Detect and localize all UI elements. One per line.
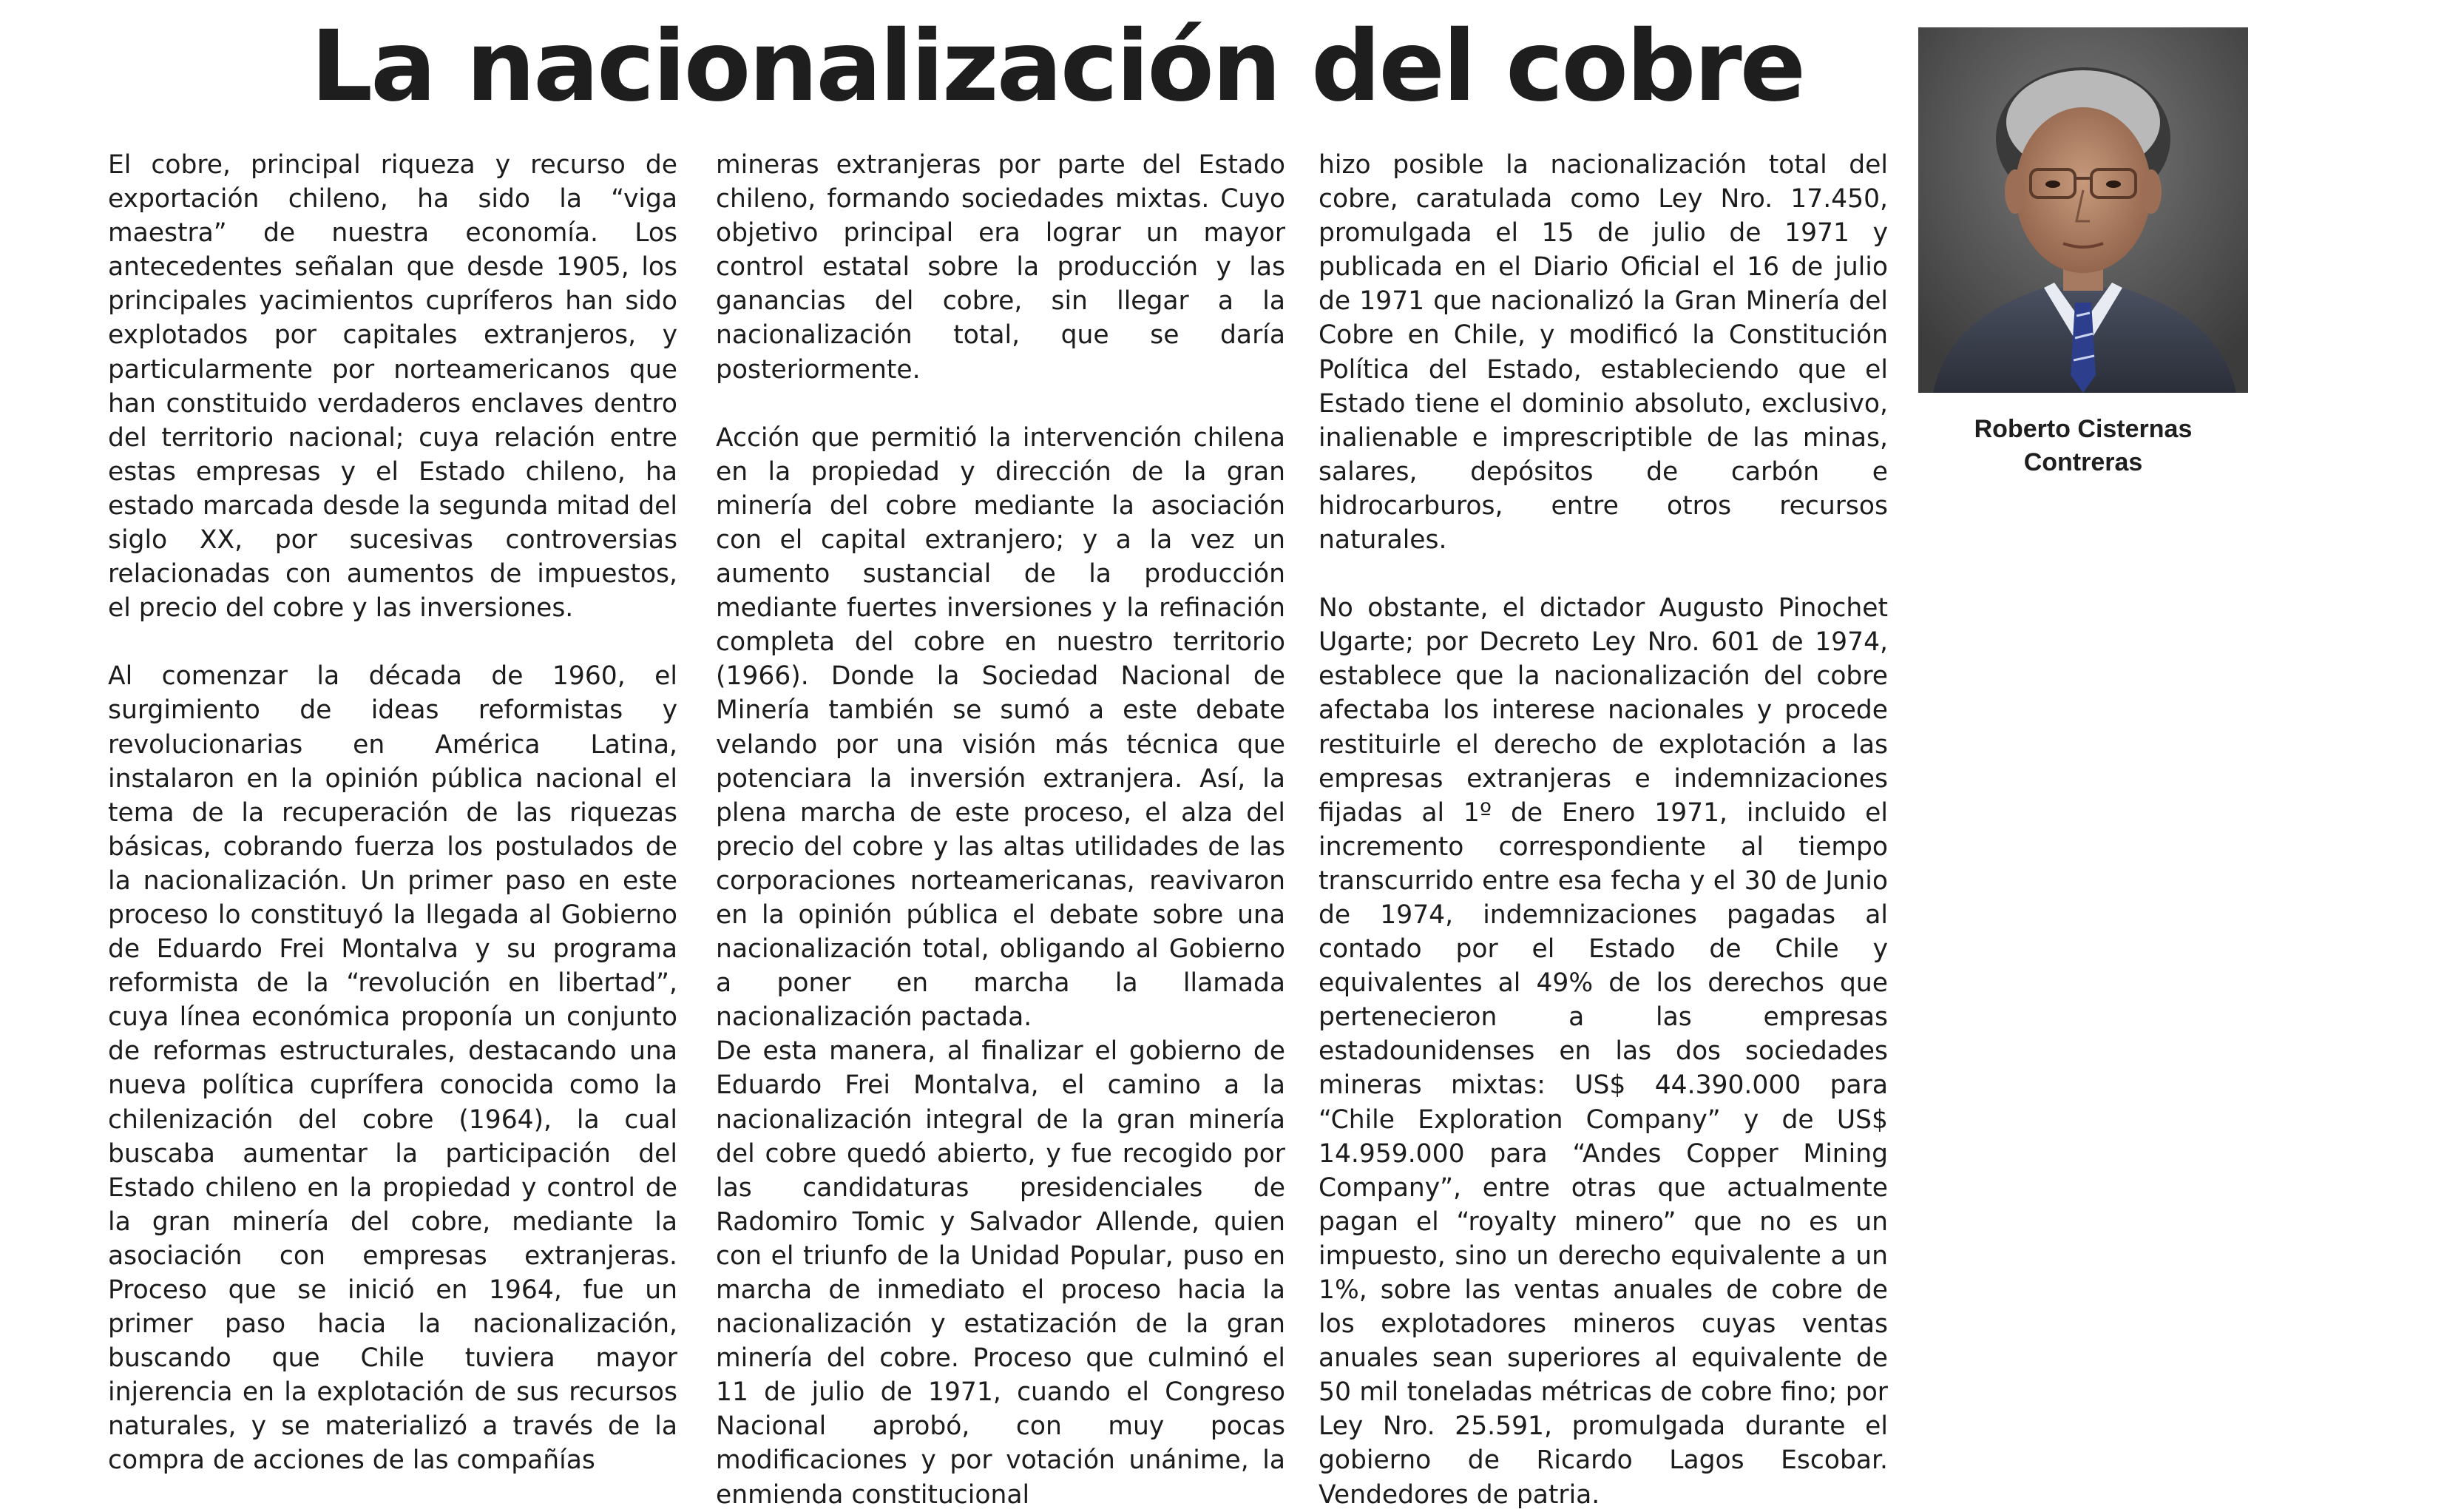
paragraph: Acción que permitió la intervención chilena en la propiedad y dirección de la gran minería del cobre mediante la asociación con el capital extranjero; y a la vez un aumento sustancial de la producción mediante fuertes inversiones y la refinación completa del cobre en nuestro territorio (1966). Donde la Sociedad Nacional de Minería también se sumó a este debate velando por una visión más técnica que potenciara la inversión extranjera. Así, la plena marcha de este proceso, el alza del precio del cobre y las altas utilidades de las corporaciones norteamericanas, reavivaron en la opinión pública el debate sobre una nacionalización total, obligando al Gobierno a poner en marcha la llamada nacionalización pactada. xyxy=(716,422,1285,1033)
paragraph: El cobre, principal riqueza y recurso de exportación chileno, ha sido la “viga maestra” de nuestra economía. Los antecedentes señalan que desde 1905, los principales yacimientos cupríferos han sido explotados por capitales extranjeros, y particularmente por norteamericanos que han constituido verdaderos enclaves dentro del territorio nacional; cuya relación entre estas empresas y el Estado chileno, ha estado marcada desde la segunda mitad del siglo XX, por sucesivas controversias relacionadas con aumentos de impuestos, el precio del cobre y las inversiones. xyxy=(108,150,677,624)
article-column-3 xyxy=(1319,148,1888,1512)
author-name-line-1: Roberto Cisternas xyxy=(1974,415,2193,443)
article-column-2 xyxy=(716,148,1285,1512)
article-title: La nacionalización del cobre xyxy=(311,10,1804,124)
paragraph: mineras extranjeras por parte del Estado chileno, formando sociedades mixtas. Cuyo objetivo principal era lograr un mayor control estatal sobre la producción y las ganancias del cobre, sin llegar a la nacionalización total, que se daría posteriormente. xyxy=(716,150,1285,385)
paragraph: Al comenzar la década de 1960, el surgimiento de ideas reformistas y revolucionarias en América Latina, instalaron en la opinión pública nacional el tema de la recuperación de las riquezas básicas, cobrando fuerza los postulados de la nacionalización. Un primer paso en este proceso lo constituyó la llegada al Gobierno de Eduardo Frei Montalva y su programa reformista de la “revolución en libertad”, cuya línea económica proponía un conjunto de reformas estructurales, destacando una nueva política cuprífera conocida como la chilenización del cobre (1964), la cual buscaba aumentar la participación del Estado chileno en la propiedad y control de la gran minería del cobre, mediante la asociación con empresas extranjeras. Proceso que se inició en 1964, fue un primer paso hacia la nacionalización, buscando que Chile tuviera mayor injerencia en la explotación de sus recursos naturales, y se materializó a través de la compra de acciones de las compañías xyxy=(108,661,677,1476)
author-name-line-2: Contreras xyxy=(2023,448,2143,476)
paragraph: No obstante, el dictador Augusto Pinochet Ugarte; por Decreto Ley Nro. 601 de 1974, establece que la nacionalización del cobre afectaba los interese nacionales y procede restituirle el derecho de explotación a las empresas extranjeras e indemnizaciones fijadas al 1º de Enero 1971, incluido el incremento correspondiente al tiempo transcurrido entre esa fecha y el 30 de Junio de 1974, indemnizaciones pagadas al contado por el Estado de Chile y equivalentes al 49% de los derechos que pertenecieron a las empresas estadounidenses en las dos sociedades mineras mixtas: US$ 44.390.000 para “Chile Exploration Company” y de US$ 14.959.000 para “Andes Copper Mining Company”, entre otras que actualmente pagan el “royalty minero” que no es un impuesto, sino un derecho equivalente a un 1%, sobre las ventas anuales de cobre de los explotadores mineros cuyas ventas anuales sean superiores al equivalente de 50 mil toneladas métricas de cobre fino; por Ley Nro. 25.591, promulgada durante el gobierno de Ricardo Lagos Escobar. Vendedores de patria. xyxy=(1319,593,1888,1510)
author-portrait-icon xyxy=(1918,27,2248,393)
paragraph: De esta manera, al finalizar el gobierno de Eduardo Frei Montalva, el camino a la nacionalización integral de la gran minería del cobre quedó abierto, y fue recogido por las candidaturas presidenciales de Radomiro Tomic y Salvador Allende, quien con el triunfo de la Unidad Popular, puso en marcha de inmediato el proceso hacia la nacionalización y estatización de la gran minería del cobre. Proceso que culminó el 11 de julio de 1971, cuando el Congreso Nacional aprobó, con muy pocas modificaciones y por votación unánime, la enmienda constitucional xyxy=(716,1036,1285,1510)
article-column-1 xyxy=(108,148,677,1478)
author-photo xyxy=(1918,27,2248,393)
author-caption xyxy=(1918,413,2248,479)
paragraph: hizo posible la nacionalización total del cobre, caratulada como Ley Nro. 17.450, promulgada el 15 de julio de 1971 y publicada en el Diario Oficial el 16 de julio de 1971 que nacionalizó la Gran Minería del Cobre en Chile, y modificó la Constitución Política del Estado, estableciendo que el Estado tiene el dominio absoluto, exclusivo, inalienable e imprescriptible de las minas, salares, depósitos de carbón e hidrocarburos, entre otros recursos naturales. xyxy=(1319,150,1888,556)
